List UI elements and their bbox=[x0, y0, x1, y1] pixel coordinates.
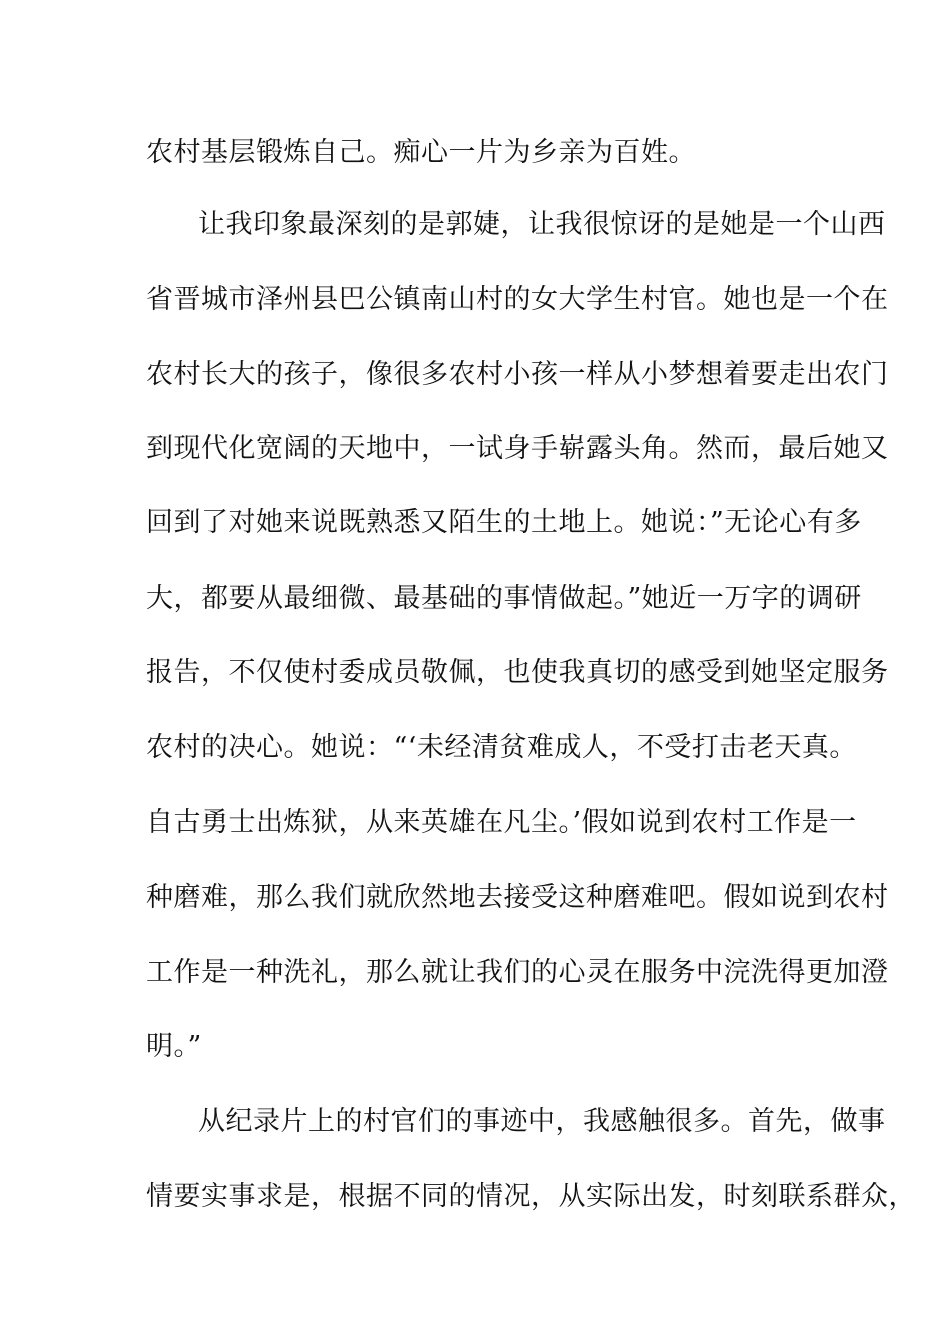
paragraph-line: 工作是一种洗礼，那么就让我们的心灵在服务中浣洗得更加澄 bbox=[146, 957, 889, 988]
paragraph-line: 从纪录片上的村官们的事迹中，我感触很多。首先，做事 bbox=[198, 1106, 886, 1137]
paragraph-line: 农村的决心。她说：“‘未经清贫难成人，不受打击老天真。 bbox=[146, 732, 857, 763]
paragraph-line: 到现代化宽阔的天地中，一试身手崭露头角。然而，最后她又 bbox=[146, 433, 889, 464]
paragraph-line: 大，都要从最细微、最基础的事情做起。”她近一万字的调研 bbox=[146, 583, 862, 614]
paragraph-line: 明。” bbox=[146, 1031, 202, 1062]
paragraph-line: 农村基层锻炼自己。痴心一片为乡亲为百姓。 bbox=[146, 137, 696, 168]
paragraph-line: 让我印象最深刻的是郭婕，让我很惊讶的是她是一个山西 bbox=[198, 209, 886, 240]
paragraph-line: 回到了对她来说既熟悉又陌生的土地上。她说：”无论心有多 bbox=[146, 507, 862, 538]
paragraph-line: 自古勇士出炼狱，从来英雄在凡尘。’假如说到农村工作是一 bbox=[146, 807, 857, 838]
paragraph-line: 情要实事求是，根据不同的情况，从实际出发，时刻联系群众， bbox=[146, 1181, 916, 1212]
paragraph-line: 种磨难，那么我们就欣然地去接受这种磨难吧。假如说到农村 bbox=[146, 882, 889, 913]
paragraph-line: 省晋城市泽州县巴公镇南山村的女大学生村官。她也是一个在 bbox=[146, 284, 889, 315]
paragraph-line: 农村长大的孩子，像很多农村小孩一样从小梦想着要走出农门 bbox=[146, 359, 889, 390]
paragraph-line: 报告，不仅使村委成员敬佩，也使我真切的感受到她坚定服务 bbox=[146, 657, 889, 688]
